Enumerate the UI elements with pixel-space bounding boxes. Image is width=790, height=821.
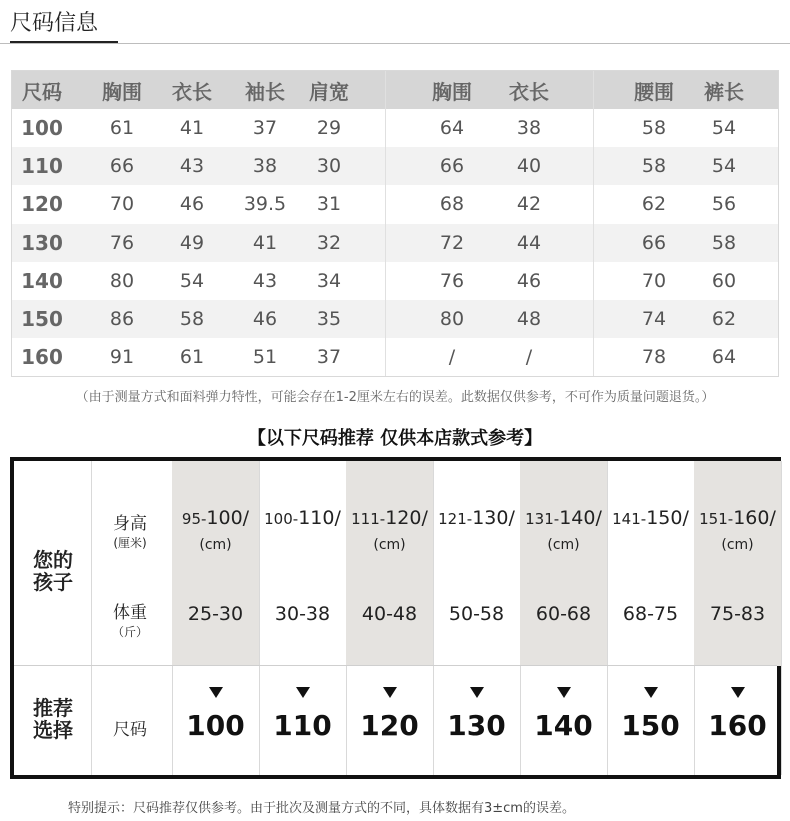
size-table-header-cell: 裤长 [704, 79, 744, 104]
size-table-cell: 38 [516, 117, 542, 139]
weight-range: 60-68 [535, 603, 592, 625]
recommended-size: 130 [447, 709, 506, 742]
height-range-end: 160/ [733, 507, 776, 529]
size-table-cell: 49 [179, 231, 205, 254]
size-table-cell: 29 [316, 117, 342, 139]
height-range [690, 507, 785, 529]
size-table-cell: 43 [179, 155, 205, 178]
size-table-divider [385, 71, 386, 376]
size-table-cell: 34 [316, 269, 342, 292]
size-table-cell: 35 [316, 308, 342, 330]
recommend-text: 推荐选择 [33, 696, 73, 742]
recommend-label [14, 697, 92, 741]
your-child-label [14, 549, 92, 593]
size-table-cell: 80 [439, 308, 465, 330]
recommend-table [10, 457, 781, 779]
height-range [255, 507, 350, 529]
size-table-cell: 54 [711, 155, 737, 178]
size-table-size-cell: 130 [21, 230, 63, 255]
size-table-cell: 76 [109, 231, 135, 254]
height-range [342, 507, 437, 529]
weight-range: 68-75 [622, 603, 679, 625]
size-table-cell: 58 [711, 231, 737, 254]
size-table-cell: 30 [316, 155, 342, 178]
size-table-cell: 46 [516, 269, 542, 292]
size-table-cell: 42 [516, 193, 542, 216]
weight-label: 体重 [113, 603, 147, 623]
size-table-cell: 68 [439, 193, 465, 216]
size-table-cell: 41 [252, 231, 278, 254]
size-table-header-cell: 胸围 [102, 79, 142, 104]
size-table-cell: 32 [316, 231, 342, 254]
size-table-cell: 74 [641, 308, 667, 330]
height-range-start: 151- [699, 510, 734, 528]
size-table-cell: 38 [252, 155, 278, 178]
weight-range: 50-58 [448, 603, 505, 625]
down-arrow-icon [731, 687, 745, 698]
recommended-size: 150 [621, 709, 680, 742]
size-table-cell: 46 [252, 308, 278, 330]
size-table-row [12, 262, 778, 300]
height-range [168, 507, 263, 529]
recommend-column-bg [172, 461, 259, 666]
size-table-cell: 61 [109, 117, 135, 139]
size-table-cell: 46 [179, 193, 205, 216]
height-unit: (cm) [373, 537, 406, 553]
size-table-size-cell: 150 [21, 307, 63, 331]
size-table-header [12, 71, 778, 109]
size-table-cell: 31 [316, 193, 342, 216]
size-table-header-cell: 衣长 [172, 79, 212, 104]
down-arrow-icon [557, 687, 571, 698]
size-table-row [12, 300, 778, 338]
size-table-cell: 64 [711, 346, 737, 369]
weight-range: 75-83 [709, 603, 766, 625]
size-table-header-cell: 袖长 [245, 79, 285, 104]
height-unit-label: (厘米) [113, 536, 147, 550]
height-range-start: 131- [525, 510, 560, 528]
size-table-row [12, 224, 778, 262]
recommended-size: 160 [708, 709, 767, 742]
size-table-cell: / [448, 346, 456, 369]
measurement-note: （由于测量方式和面料弹力特性，可能会存在1-2厘米左右的误差。此数据仅供参考，不可作为质量问题退货。） [75, 390, 715, 405]
size-table-cell: 51 [252, 346, 278, 369]
size-table-cell: 39.5 [243, 193, 287, 216]
recommend-column-bg [520, 461, 607, 666]
height-range-end: 130/ [472, 507, 515, 529]
down-arrow-icon [644, 687, 658, 698]
footer-note: 特别提示：尺码推荐仅供参考。由于批次及测量方式的不同，具体数据有3±cm的误差。 [68, 801, 575, 816]
size-table-cell: 37 [252, 117, 278, 139]
size-table-size-cell: 110 [21, 154, 63, 179]
height-range-start: 121- [438, 510, 473, 528]
size-table-cell: 70 [641, 269, 667, 292]
weight-range: 40-48 [361, 603, 418, 625]
size-table-header-cell: 肩宽 [309, 79, 349, 104]
recommend-title: 【以下尺码推荐 仅供本店款式参考】 [247, 428, 543, 449]
size-table-cell: 44 [516, 231, 542, 254]
size-table-cell: 58 [641, 117, 667, 139]
height-range-start: 111- [351, 510, 386, 528]
recommended-size: 110 [273, 709, 332, 742]
size-table-cell: 91 [109, 346, 135, 369]
height-range [603, 507, 698, 529]
down-arrow-icon [383, 687, 397, 698]
size-table-cell: 58 [179, 308, 205, 330]
size-table-cell: 58 [641, 155, 667, 178]
recommended-size: 100 [186, 709, 245, 742]
size-table-divider [593, 71, 594, 376]
size-table-header-cell: 腰围 [634, 79, 674, 104]
size-table-cell: 66 [439, 155, 465, 178]
weight-unit-label: （斤） [111, 625, 148, 639]
size-table-cell: 54 [711, 117, 737, 139]
size-label: 尺码 [113, 720, 147, 740]
recommend-column-bg [346, 461, 433, 666]
size-table-header-cell: 尺码 [22, 79, 62, 104]
height-range-start: 141- [612, 510, 647, 528]
down-arrow-icon [470, 687, 484, 698]
height-range [516, 507, 611, 529]
height-range-end: 140/ [559, 507, 602, 529]
size-table-size-cell: 160 [21, 345, 63, 370]
size-table-cell: 78 [641, 346, 667, 369]
size-table-cell: 76 [439, 269, 465, 292]
size-table-row [12, 147, 778, 185]
height-range-end: 120/ [385, 507, 428, 529]
recommend-column-bg [694, 461, 781, 666]
page-title: 尺码信息 [10, 11, 99, 36]
size-table-cell: 80 [109, 269, 135, 292]
size-table-header-cell: 胸围 [432, 79, 472, 104]
height-unit: (cm) [199, 537, 232, 553]
height-range [429, 507, 524, 529]
size-table-header-cell: 衣长 [509, 79, 549, 104]
size-table-cell: 62 [711, 308, 737, 330]
size-table-row [12, 109, 778, 147]
recommend-hline [14, 665, 777, 666]
size-table-cell: 41 [179, 117, 205, 139]
height-range-end: 100/ [206, 507, 250, 529]
down-arrow-icon [296, 687, 310, 698]
recommended-size: 120 [360, 709, 419, 742]
height-range-start: 95- [181, 510, 207, 528]
size-table-size-cell: 140 [21, 268, 63, 293]
size-table-cell: 54 [179, 269, 205, 292]
height-range-end: 150/ [646, 507, 689, 529]
height-unit: (cm) [547, 537, 580, 553]
weight-range: 25-30 [187, 603, 244, 625]
size-table-cell: 72 [439, 231, 465, 254]
size-table-cell: / [525, 346, 533, 369]
recommended-size: 140 [534, 709, 593, 742]
weight-range: 30-38 [274, 603, 331, 625]
size-table [11, 70, 779, 377]
size-table-cell: 48 [516, 308, 542, 330]
size-table-cell: 43 [252, 269, 278, 292]
size-table-size-cell: 100 [21, 116, 63, 140]
size-table-cell: 86 [109, 308, 135, 330]
size-table-cell: 40 [516, 155, 542, 178]
recommend-vline [91, 461, 92, 775]
height-range-end: 110/ [298, 507, 341, 529]
size-table-cell: 37 [316, 346, 342, 369]
size-table-row [12, 338, 778, 376]
size-table-cell: 66 [109, 155, 135, 178]
header-rule [0, 43, 790, 44]
size-table-cell: 64 [439, 117, 465, 139]
size-table-cell: 56 [711, 193, 737, 216]
size-table-size-cell: 120 [21, 192, 63, 217]
height-label: 身高 [113, 514, 147, 534]
size-table-cell: 61 [179, 346, 205, 369]
size-table-row [12, 185, 778, 223]
height-range-start: 100- [264, 510, 299, 528]
size-table-cell: 66 [641, 231, 667, 254]
your-child-text: 您的孩子 [33, 548, 73, 594]
down-arrow-icon [209, 687, 223, 698]
size-table-cell: 70 [109, 193, 135, 216]
height-unit: (cm) [721, 537, 754, 553]
size-table-cell: 62 [641, 193, 667, 216]
size-table-cell: 60 [711, 269, 737, 292]
